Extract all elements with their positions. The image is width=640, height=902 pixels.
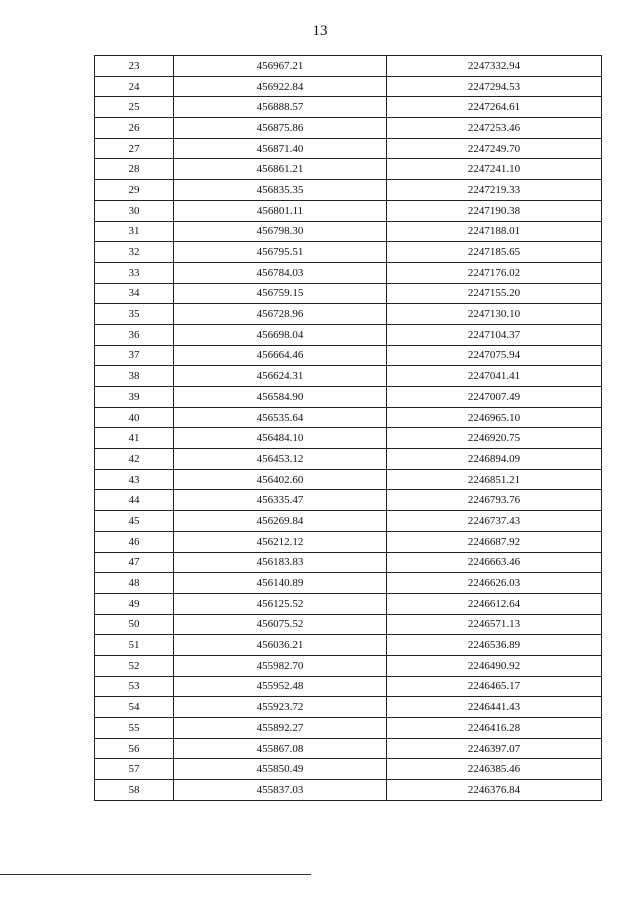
point-number-cell: 42 bbox=[95, 449, 174, 470]
y-coordinate-cell: 2247155.20 bbox=[387, 283, 602, 304]
table-row bbox=[95, 490, 602, 511]
y-coordinate-cell: 2247176.02 bbox=[387, 262, 602, 283]
point-number-cell: 23 bbox=[95, 56, 174, 77]
y-coordinate-cell: 2246397.07 bbox=[387, 738, 602, 759]
x-coordinate-cell: 455982.70 bbox=[174, 655, 387, 676]
y-coordinate-cell: 2247190.38 bbox=[387, 200, 602, 221]
table-row bbox=[95, 407, 602, 428]
point-number-cell: 46 bbox=[95, 531, 174, 552]
x-coordinate-cell: 456335.47 bbox=[174, 490, 387, 511]
y-coordinate-cell: 2246894.09 bbox=[387, 449, 602, 470]
y-coordinate-cell: 2246851.21 bbox=[387, 469, 602, 490]
table-row bbox=[95, 304, 602, 325]
y-coordinate-cell: 2246737.43 bbox=[387, 511, 602, 532]
y-coordinate-cell: 2246465.17 bbox=[387, 676, 602, 697]
footer-rule bbox=[0, 874, 311, 875]
x-coordinate-cell: 456835.35 bbox=[174, 180, 387, 201]
x-coordinate-cell: 456728.96 bbox=[174, 304, 387, 325]
point-number-cell: 56 bbox=[95, 738, 174, 759]
y-coordinate-cell: 2247294.53 bbox=[387, 76, 602, 97]
y-coordinate-cell: 2247249.70 bbox=[387, 138, 602, 159]
x-coordinate-cell: 456875.86 bbox=[174, 118, 387, 139]
y-coordinate-cell: 2247130.10 bbox=[387, 304, 602, 325]
x-coordinate-cell: 456535.64 bbox=[174, 407, 387, 428]
table-row bbox=[95, 56, 602, 77]
table-row bbox=[95, 655, 602, 676]
point-number-cell: 36 bbox=[95, 324, 174, 345]
point-number-cell: 39 bbox=[95, 387, 174, 408]
y-coordinate-cell: 2247241.10 bbox=[387, 159, 602, 180]
x-coordinate-cell: 456183.83 bbox=[174, 552, 387, 573]
point-number-cell: 57 bbox=[95, 759, 174, 780]
table-row bbox=[95, 531, 602, 552]
point-number-cell: 58 bbox=[95, 780, 174, 801]
x-coordinate-cell: 456801.11 bbox=[174, 200, 387, 221]
table-row bbox=[95, 614, 602, 635]
table-row bbox=[95, 573, 602, 594]
table-row bbox=[95, 366, 602, 387]
table-row bbox=[95, 697, 602, 718]
x-coordinate-cell: 456798.30 bbox=[174, 221, 387, 242]
table-row bbox=[95, 552, 602, 573]
point-number-cell: 43 bbox=[95, 469, 174, 490]
point-number-cell: 49 bbox=[95, 593, 174, 614]
x-coordinate-cell: 456125.52 bbox=[174, 593, 387, 614]
y-coordinate-cell: 2246612.64 bbox=[387, 593, 602, 614]
x-coordinate-cell: 456484.10 bbox=[174, 428, 387, 449]
table-row bbox=[95, 449, 602, 470]
x-coordinate-cell: 456140.89 bbox=[174, 573, 387, 594]
y-coordinate-cell: 2246920.75 bbox=[387, 428, 602, 449]
y-coordinate-cell: 2246687.92 bbox=[387, 531, 602, 552]
table-row bbox=[95, 593, 602, 614]
point-number-cell: 30 bbox=[95, 200, 174, 221]
point-number-cell: 54 bbox=[95, 697, 174, 718]
table-row bbox=[95, 780, 602, 801]
y-coordinate-cell: 2246965.10 bbox=[387, 407, 602, 428]
x-coordinate-cell: 455923.72 bbox=[174, 697, 387, 718]
x-coordinate-cell: 456871.40 bbox=[174, 138, 387, 159]
y-coordinate-cell: 2247041.41 bbox=[387, 366, 602, 387]
y-coordinate-cell: 2247185.65 bbox=[387, 242, 602, 263]
table-row bbox=[95, 97, 602, 118]
x-coordinate-cell: 455850.49 bbox=[174, 759, 387, 780]
x-coordinate-cell: 456453.12 bbox=[174, 449, 387, 470]
point-number-cell: 41 bbox=[95, 428, 174, 449]
point-number-cell: 40 bbox=[95, 407, 174, 428]
y-coordinate-cell: 2247075.94 bbox=[387, 345, 602, 366]
point-number-cell: 51 bbox=[95, 635, 174, 656]
point-number-cell: 28 bbox=[95, 159, 174, 180]
table-row bbox=[95, 511, 602, 532]
table-row bbox=[95, 676, 602, 697]
y-coordinate-cell: 2247104.37 bbox=[387, 324, 602, 345]
x-coordinate-cell: 455952.48 bbox=[174, 676, 387, 697]
point-number-cell: 26 bbox=[95, 118, 174, 139]
point-number-cell: 48 bbox=[95, 573, 174, 594]
x-coordinate-cell: 456036.21 bbox=[174, 635, 387, 656]
point-number-cell: 34 bbox=[95, 283, 174, 304]
x-coordinate-cell: 455867.08 bbox=[174, 738, 387, 759]
table-row bbox=[95, 138, 602, 159]
point-number-cell: 24 bbox=[95, 76, 174, 97]
x-coordinate-cell: 456795.51 bbox=[174, 242, 387, 263]
y-coordinate-cell: 2247332.94 bbox=[387, 56, 602, 77]
y-coordinate-cell: 2246571.13 bbox=[387, 614, 602, 635]
x-coordinate-cell: 456784.03 bbox=[174, 262, 387, 283]
point-number-cell: 55 bbox=[95, 718, 174, 739]
y-coordinate-cell: 2247253.46 bbox=[387, 118, 602, 139]
point-number-cell: 37 bbox=[95, 345, 174, 366]
y-coordinate-cell: 2247007.49 bbox=[387, 387, 602, 408]
point-number-cell: 45 bbox=[95, 511, 174, 532]
x-coordinate-cell: 456075.52 bbox=[174, 614, 387, 635]
y-coordinate-cell: 2246490.92 bbox=[387, 655, 602, 676]
table-row bbox=[95, 242, 602, 263]
y-coordinate-cell: 2246441.43 bbox=[387, 697, 602, 718]
x-coordinate-cell: 456759.15 bbox=[174, 283, 387, 304]
table-row bbox=[95, 738, 602, 759]
table-row bbox=[95, 118, 602, 139]
point-number-cell: 53 bbox=[95, 676, 174, 697]
point-number-cell: 27 bbox=[95, 138, 174, 159]
table-row bbox=[95, 469, 602, 490]
table-row bbox=[95, 76, 602, 97]
y-coordinate-cell: 2247219.33 bbox=[387, 180, 602, 201]
table-row bbox=[95, 283, 602, 304]
table-row bbox=[95, 759, 602, 780]
x-coordinate-cell: 456698.04 bbox=[174, 324, 387, 345]
y-coordinate-cell: 2246663.46 bbox=[387, 552, 602, 573]
x-coordinate-cell: 456888.57 bbox=[174, 97, 387, 118]
point-number-cell: 25 bbox=[95, 97, 174, 118]
y-coordinate-cell: 2247188.01 bbox=[387, 221, 602, 242]
y-coordinate-cell: 2246626.03 bbox=[387, 573, 602, 594]
y-coordinate-cell: 2246793.76 bbox=[387, 490, 602, 511]
point-number-cell: 47 bbox=[95, 552, 174, 573]
x-coordinate-cell: 456212.12 bbox=[174, 531, 387, 552]
x-coordinate-cell: 456967.21 bbox=[174, 56, 387, 77]
table-row bbox=[95, 262, 602, 283]
y-coordinate-cell: 2246536.89 bbox=[387, 635, 602, 656]
table-row bbox=[95, 180, 602, 201]
x-coordinate-cell: 456922.84 bbox=[174, 76, 387, 97]
x-coordinate-cell: 455837.03 bbox=[174, 780, 387, 801]
x-coordinate-cell: 456402.60 bbox=[174, 469, 387, 490]
y-coordinate-cell: 2246385.46 bbox=[387, 759, 602, 780]
point-number-cell: 38 bbox=[95, 366, 174, 387]
y-coordinate-cell: 2246416.28 bbox=[387, 718, 602, 739]
page-number: 13 bbox=[312, 23, 328, 39]
point-number-cell: 32 bbox=[95, 242, 174, 263]
point-number-cell: 52 bbox=[95, 655, 174, 676]
table-row bbox=[95, 221, 602, 242]
y-coordinate-cell: 2247264.61 bbox=[387, 97, 602, 118]
x-coordinate-cell: 456664.46 bbox=[174, 345, 387, 366]
x-coordinate-cell: 456269.84 bbox=[174, 511, 387, 532]
coordinates-table bbox=[94, 55, 602, 801]
x-coordinate-cell: 456584.90 bbox=[174, 387, 387, 408]
point-number-cell: 50 bbox=[95, 614, 174, 635]
table-row bbox=[95, 428, 602, 449]
table-row bbox=[95, 387, 602, 408]
point-number-cell: 35 bbox=[95, 304, 174, 325]
table-row bbox=[95, 718, 602, 739]
x-coordinate-cell: 455892.27 bbox=[174, 718, 387, 739]
point-number-cell: 44 bbox=[95, 490, 174, 511]
table-row bbox=[95, 635, 602, 656]
point-number-cell: 33 bbox=[95, 262, 174, 283]
x-coordinate-cell: 456624.31 bbox=[174, 366, 387, 387]
y-coordinate-cell: 2246376.84 bbox=[387, 780, 602, 801]
x-coordinate-cell: 456861.21 bbox=[174, 159, 387, 180]
table-row bbox=[95, 159, 602, 180]
table-row bbox=[95, 345, 602, 366]
table-row bbox=[95, 324, 602, 345]
point-number-cell: 31 bbox=[95, 221, 174, 242]
coordinates-table-body bbox=[95, 56, 602, 801]
point-number-cell: 29 bbox=[95, 180, 174, 201]
table-row bbox=[95, 200, 602, 221]
